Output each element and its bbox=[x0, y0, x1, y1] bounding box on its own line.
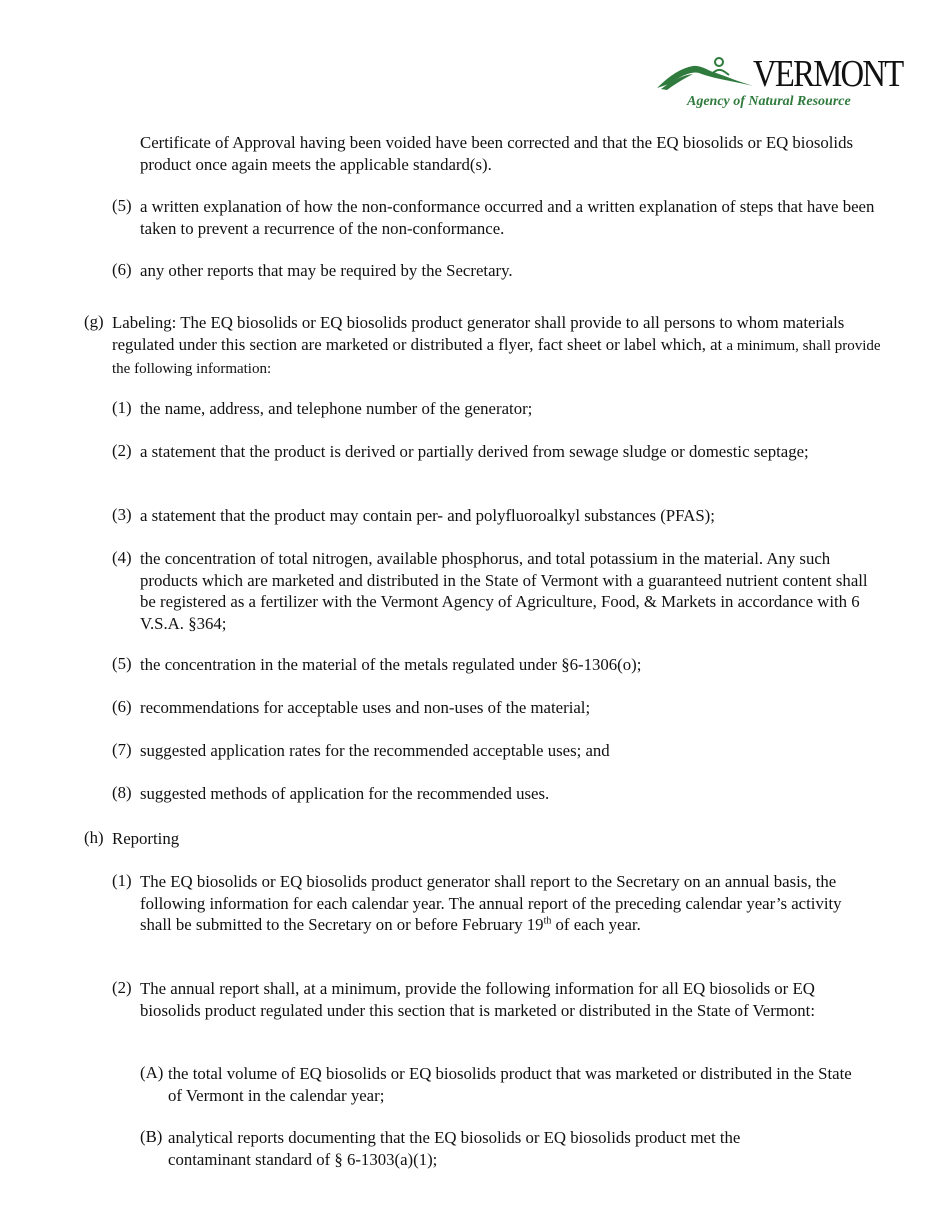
item-label: (6) bbox=[112, 260, 132, 279]
section-label: (g) bbox=[84, 312, 104, 331]
list-item: suggested application rates for the recommended acceptable uses; and bbox=[140, 741, 610, 760]
list-item: a written explanation of how the non-conformance occurred and a written explanation of steps that have been taken to prevent a recurrence of the non-conformance. bbox=[140, 197, 875, 238]
logo-title: VERMONT bbox=[753, 53, 903, 95]
list-item: the total volume of EQ biosolids or EQ biosolids product that was marketed or distributed in the State of Vermont in the calendar year; bbox=[168, 1064, 852, 1105]
section-g-main: Labeling: The EQ biosolids or EQ biosolids product generator shall provide to all persons to whom materials regulated under this section are marketed or distributed a flyer, fact sheet or label which, at bbox=[112, 313, 845, 354]
item-label: (B) bbox=[140, 1127, 163, 1146]
list-item: the name, address, and telephone number of the generator; bbox=[140, 399, 533, 418]
item-label: (5) bbox=[112, 196, 132, 215]
item-label: (7) bbox=[112, 740, 132, 759]
list-item bbox=[140, 871, 845, 936]
vermont-anr-logo bbox=[655, 52, 903, 114]
item-label: (2) bbox=[112, 441, 132, 460]
list-item: The annual report shall, at a minimum, provide the following information for all EQ biosolids or EQ biosolids product regulated under this section that is marketed or distributed in the State of Vermont: bbox=[140, 979, 816, 1020]
item-label: (1) bbox=[112, 398, 132, 417]
item-label: (8) bbox=[112, 783, 132, 802]
list-item: any other reports that may be required by the Secretary. bbox=[140, 261, 513, 280]
section-heading: Reporting bbox=[112, 829, 180, 848]
section-label: (h) bbox=[84, 828, 104, 847]
continued-paragraph: Certificate of Approval having been voided have been corrected and that the EQ biosolids or EQ biosolids product once again meets the applicable standard(s). bbox=[140, 133, 853, 174]
item-label: (1) bbox=[112, 871, 132, 890]
item-label: (A) bbox=[140, 1063, 164, 1082]
list-item: analytical reports documenting that the EQ biosolids or EQ biosolids product met the contaminant standard of § 6-1303(a)(1); bbox=[168, 1128, 741, 1169]
ordinal-suffix: th bbox=[543, 915, 552, 927]
item-label: (2) bbox=[112, 978, 132, 997]
list-item: a statement that the product is derived or partially derived from sewage sludge or domestic septage; bbox=[140, 442, 809, 461]
list-item: recommendations for acceptable uses and non-uses of the material; bbox=[140, 698, 591, 717]
list-item: a statement that the product may contain per- and polyfluoroalkyl substances (PFAS); bbox=[140, 506, 715, 525]
section-g-text bbox=[112, 312, 882, 381]
section-g-tail: a minimum, shall provide the following information: bbox=[112, 337, 881, 377]
report-text-end: of each year. bbox=[551, 915, 641, 934]
report-text: The EQ biosolids or EQ biosolids product generator shall report to the Secretary on an annual basis, the following information for each calendar year. The annual report of the preceding calendar year’s activity shall be submitted to the Secretary on or before February 19 bbox=[140, 872, 842, 934]
item-label: (5) bbox=[112, 654, 132, 673]
mountain-logo-icon bbox=[655, 56, 755, 92]
list-item: the concentration in the material of the metals regulated under §6-1306(o); bbox=[140, 655, 642, 674]
item-label: (6) bbox=[112, 697, 132, 716]
list-item: suggested methods of application for the recommended uses. bbox=[140, 784, 550, 803]
item-label: (4) bbox=[112, 548, 132, 567]
logo-subtitle: Agency of Natural Resource bbox=[687, 94, 851, 109]
list-item: the concentration of total nitrogen, available phosphorus, and total potassium in the material. Any such products which are marketed and distributed in the State of Vermont with a guaranteed nutrient content shall be registered as a fertilizer with the Vermont Agency of Agriculture, Food, & Markets in accordance with 6 V.S.A. §364; bbox=[140, 549, 868, 633]
item-label: (3) bbox=[112, 505, 132, 524]
